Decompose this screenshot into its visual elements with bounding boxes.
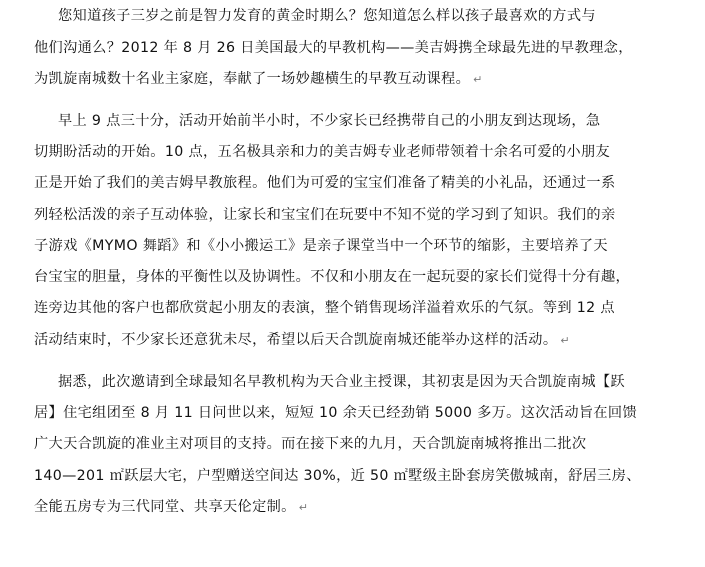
paragraph-3-line-5: [34, 497, 308, 518]
paragraph-3-line-4: 140—201 ㎡跃层大宅，户型赠送空间达 30%，近 50 ㎡墅级主卧套房笑傲城南，舒居三房、: [34, 468, 641, 484]
paragraph-3-line-1: 据悉，此次邀请到全球最知名早教机构为天合业主授课，其初衷是因为天合凯旋南城【跃: [58, 374, 625, 390]
paragraph-2-line-3: 正是开始了我们的美吉姆早教旅程。他们为可爱的宝宝们准备了精美的小礼品，还通过一系: [34, 175, 616, 191]
paragraph-2-line-6: 台宝宝的胆量，身体的平衡性以及协调性。不仅和小朋友在一起玩耍的家长们觉得十分有趣，: [34, 269, 631, 285]
paragraph-2-line-1: 早上 9 点三十分，活动开始前半小时，不少家长已经携带自己的小朋友到达现场，急: [58, 113, 601, 129]
paragraph-1-line-2: 他们沟通么？2012 年 8 月 26 日美国最大的早教机构——美吉姆携全球最先进的早教理念，: [34, 40, 633, 56]
paragraph-2-line-5: 子游戏《MYMO 舞蹈》和《小小搬运工》是亲子课堂当中一个环节的缩影，主要培养了天: [34, 238, 608, 254]
paragraph-3-line-5-text: 全能五房专为三代同堂、共享天伦定制。: [34, 499, 296, 515]
paragraph-2-line-4: 列轻松活泼的亲子互动体验，让家长和宝宝们在玩要中不知不觉的学习到了知识。我们的亲: [34, 207, 616, 223]
paragraph-2-line-7: 连旁边其他的客户也都欣赏起小朋友的表演，整个销售现场洋溢着欢乐的气氛。等到 12 点: [34, 300, 615, 316]
paragraph-mark-icon: ↵: [560, 334, 570, 347]
paragraph-2-line-8: [34, 330, 570, 351]
paragraph-mark-icon: ↵: [298, 501, 309, 514]
paragraph-2-line-8-text: 活动结束时，不少家长还意犹未尽，希望以后天合凯旋南城还能举办这样的活动。: [34, 332, 558, 348]
paragraph-1-line-3-text: 为凯旋南城数十名业主家庭，奉献了一场妙趣横生的早教互动课程。: [34, 71, 471, 87]
paragraph-mark-icon: ↵: [473, 73, 483, 86]
paragraph-1-line-3: [34, 69, 483, 90]
paragraph-3-line-3: 广大天合凯旋的准业主对项目的支持。而在接下来的九月，天合凯旋南城将推出二批次: [34, 436, 587, 452]
paragraph-2-line-2: 切期盼活动的开始。10 点，五名极具亲和力的美吉姆专业老师带领着十余名可爱的小朋友: [34, 144, 611, 160]
paragraph-3-line-2: 居】住宅组团至 8 月 11 日问世以来，短短 10 余天已经劲销 5000 多万。这次活动旨在回馈: [34, 405, 638, 421]
paragraph-1-line-1: 您知道孩子三岁之前是智力发育的黄金时期么？您知道怎么样以孩子最喜欢的方式与: [58, 8, 596, 24]
